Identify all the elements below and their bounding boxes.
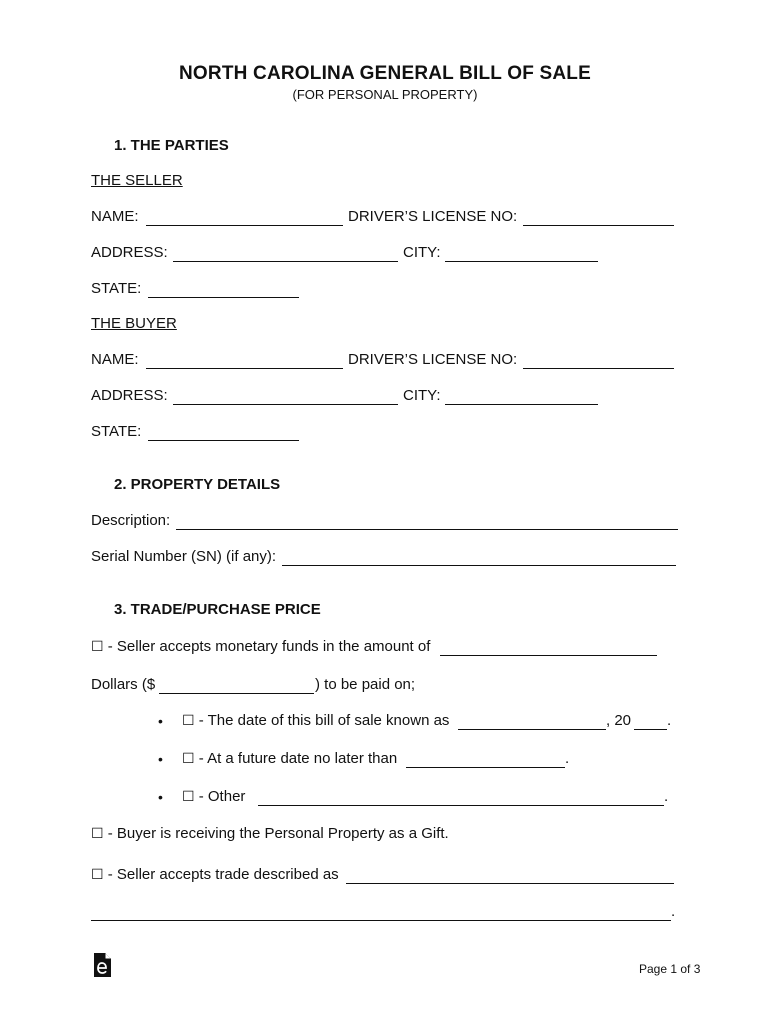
seller-state-field[interactable]: [148, 297, 299, 298]
trade-option: [91, 866, 339, 884]
dollars-prefix: Dollars ($: [91, 676, 156, 693]
monetary-label: - Seller accepts monetary funds in the amount of: [103, 638, 431, 655]
buyer-heading: THE BUYER: [91, 315, 177, 332]
trade-label: - Seller accepts trade described as: [103, 866, 339, 883]
section-property-heading: 2. PROPERTY DETAILS: [114, 476, 281, 493]
seller-name-label: NAME:: [91, 208, 139, 225]
section-parties-heading: 1. THE PARTIES: [114, 137, 229, 154]
trade-checkbox[interactable]: ☐: [91, 867, 104, 883]
gift-option: [91, 825, 449, 843]
option-future-label: - At a future date no later than: [194, 750, 398, 767]
buyer-name-field[interactable]: [146, 368, 343, 369]
option-future-checkbox[interactable]: ☐: [182, 751, 195, 767]
monetary-amount-field[interactable]: [440, 655, 657, 656]
buyer-name-label: NAME:: [91, 351, 139, 368]
serial-number-field[interactable]: [282, 565, 676, 566]
option-date-field[interactable]: [458, 729, 606, 730]
buyer-address-field[interactable]: [173, 404, 398, 405]
seller-address-label: ADDRESS:: [91, 244, 168, 261]
seller-city-field[interactable]: [445, 261, 598, 262]
document-subtitle: (FOR PERSONAL PROPERTY): [292, 87, 478, 102]
buyer-state-label: STATE:: [91, 423, 142, 440]
trade-description-field[interactable]: [346, 883, 674, 884]
option-date: [182, 712, 449, 730]
gift-checkbox[interactable]: ☐: [91, 826, 104, 842]
monetary-option: [91, 638, 430, 656]
option-date-year-field[interactable]: [634, 729, 667, 730]
seller-name-field[interactable]: [146, 225, 343, 226]
option-other-checkbox[interactable]: ☐: [182, 789, 195, 805]
bullet-future: •: [158, 751, 163, 767]
trade-description-continued-field[interactable]: [91, 920, 671, 921]
option-future-end: .: [565, 750, 570, 767]
seller-license-label: DRIVER’S LICENSE NO:: [348, 208, 518, 225]
dollars-suffix: ) to be paid on;: [315, 676, 416, 693]
option-date-label: - The date of this bill of sale known as: [194, 712, 450, 729]
dollars-field[interactable]: [159, 693, 314, 694]
eforms-logo-icon: [93, 953, 111, 977]
buyer-city-field[interactable]: [445, 404, 598, 405]
option-future: [182, 750, 397, 768]
seller-heading: THE SELLER: [91, 172, 183, 189]
seller-city-label: CITY:: [403, 244, 441, 261]
buyer-city-label: CITY:: [403, 387, 441, 404]
monetary-checkbox[interactable]: ☐: [91, 639, 104, 655]
seller-state-label: STATE:: [91, 280, 142, 297]
document-title: NORTH CAROLINA GENERAL BILL OF SALE: [179, 63, 591, 84]
page-number: Page 1 of 3: [639, 962, 701, 976]
trade-end: .: [671, 903, 676, 920]
option-date-checkbox[interactable]: ☐: [182, 713, 195, 729]
option-other-field[interactable]: [258, 805, 664, 806]
buyer-license-field[interactable]: [523, 368, 674, 369]
option-future-field[interactable]: [406, 767, 565, 768]
option-date-end: .: [667, 712, 672, 729]
serial-number-label: Serial Number (SN) (if any):: [91, 548, 277, 565]
option-other: [182, 788, 245, 806]
gift-label: - Buyer is receiving the Personal Property as a Gift.: [103, 825, 449, 842]
description-field[interactable]: [176, 529, 678, 530]
section-price-heading: 3. TRADE/PURCHASE PRICE: [114, 601, 321, 618]
description-label: Description:: [91, 512, 171, 529]
option-other-label: - Other: [194, 788, 246, 805]
buyer-state-field[interactable]: [148, 440, 299, 441]
seller-license-field[interactable]: [523, 225, 674, 226]
bullet-date: •: [158, 713, 163, 729]
bullet-other: •: [158, 789, 163, 805]
seller-address-field[interactable]: [173, 261, 398, 262]
option-other-end: .: [664, 788, 669, 805]
buyer-address-label: ADDRESS:: [91, 387, 168, 404]
buyer-license-label: DRIVER’S LICENSE NO:: [348, 351, 518, 368]
option-date-year-label: , 20: [606, 712, 632, 729]
